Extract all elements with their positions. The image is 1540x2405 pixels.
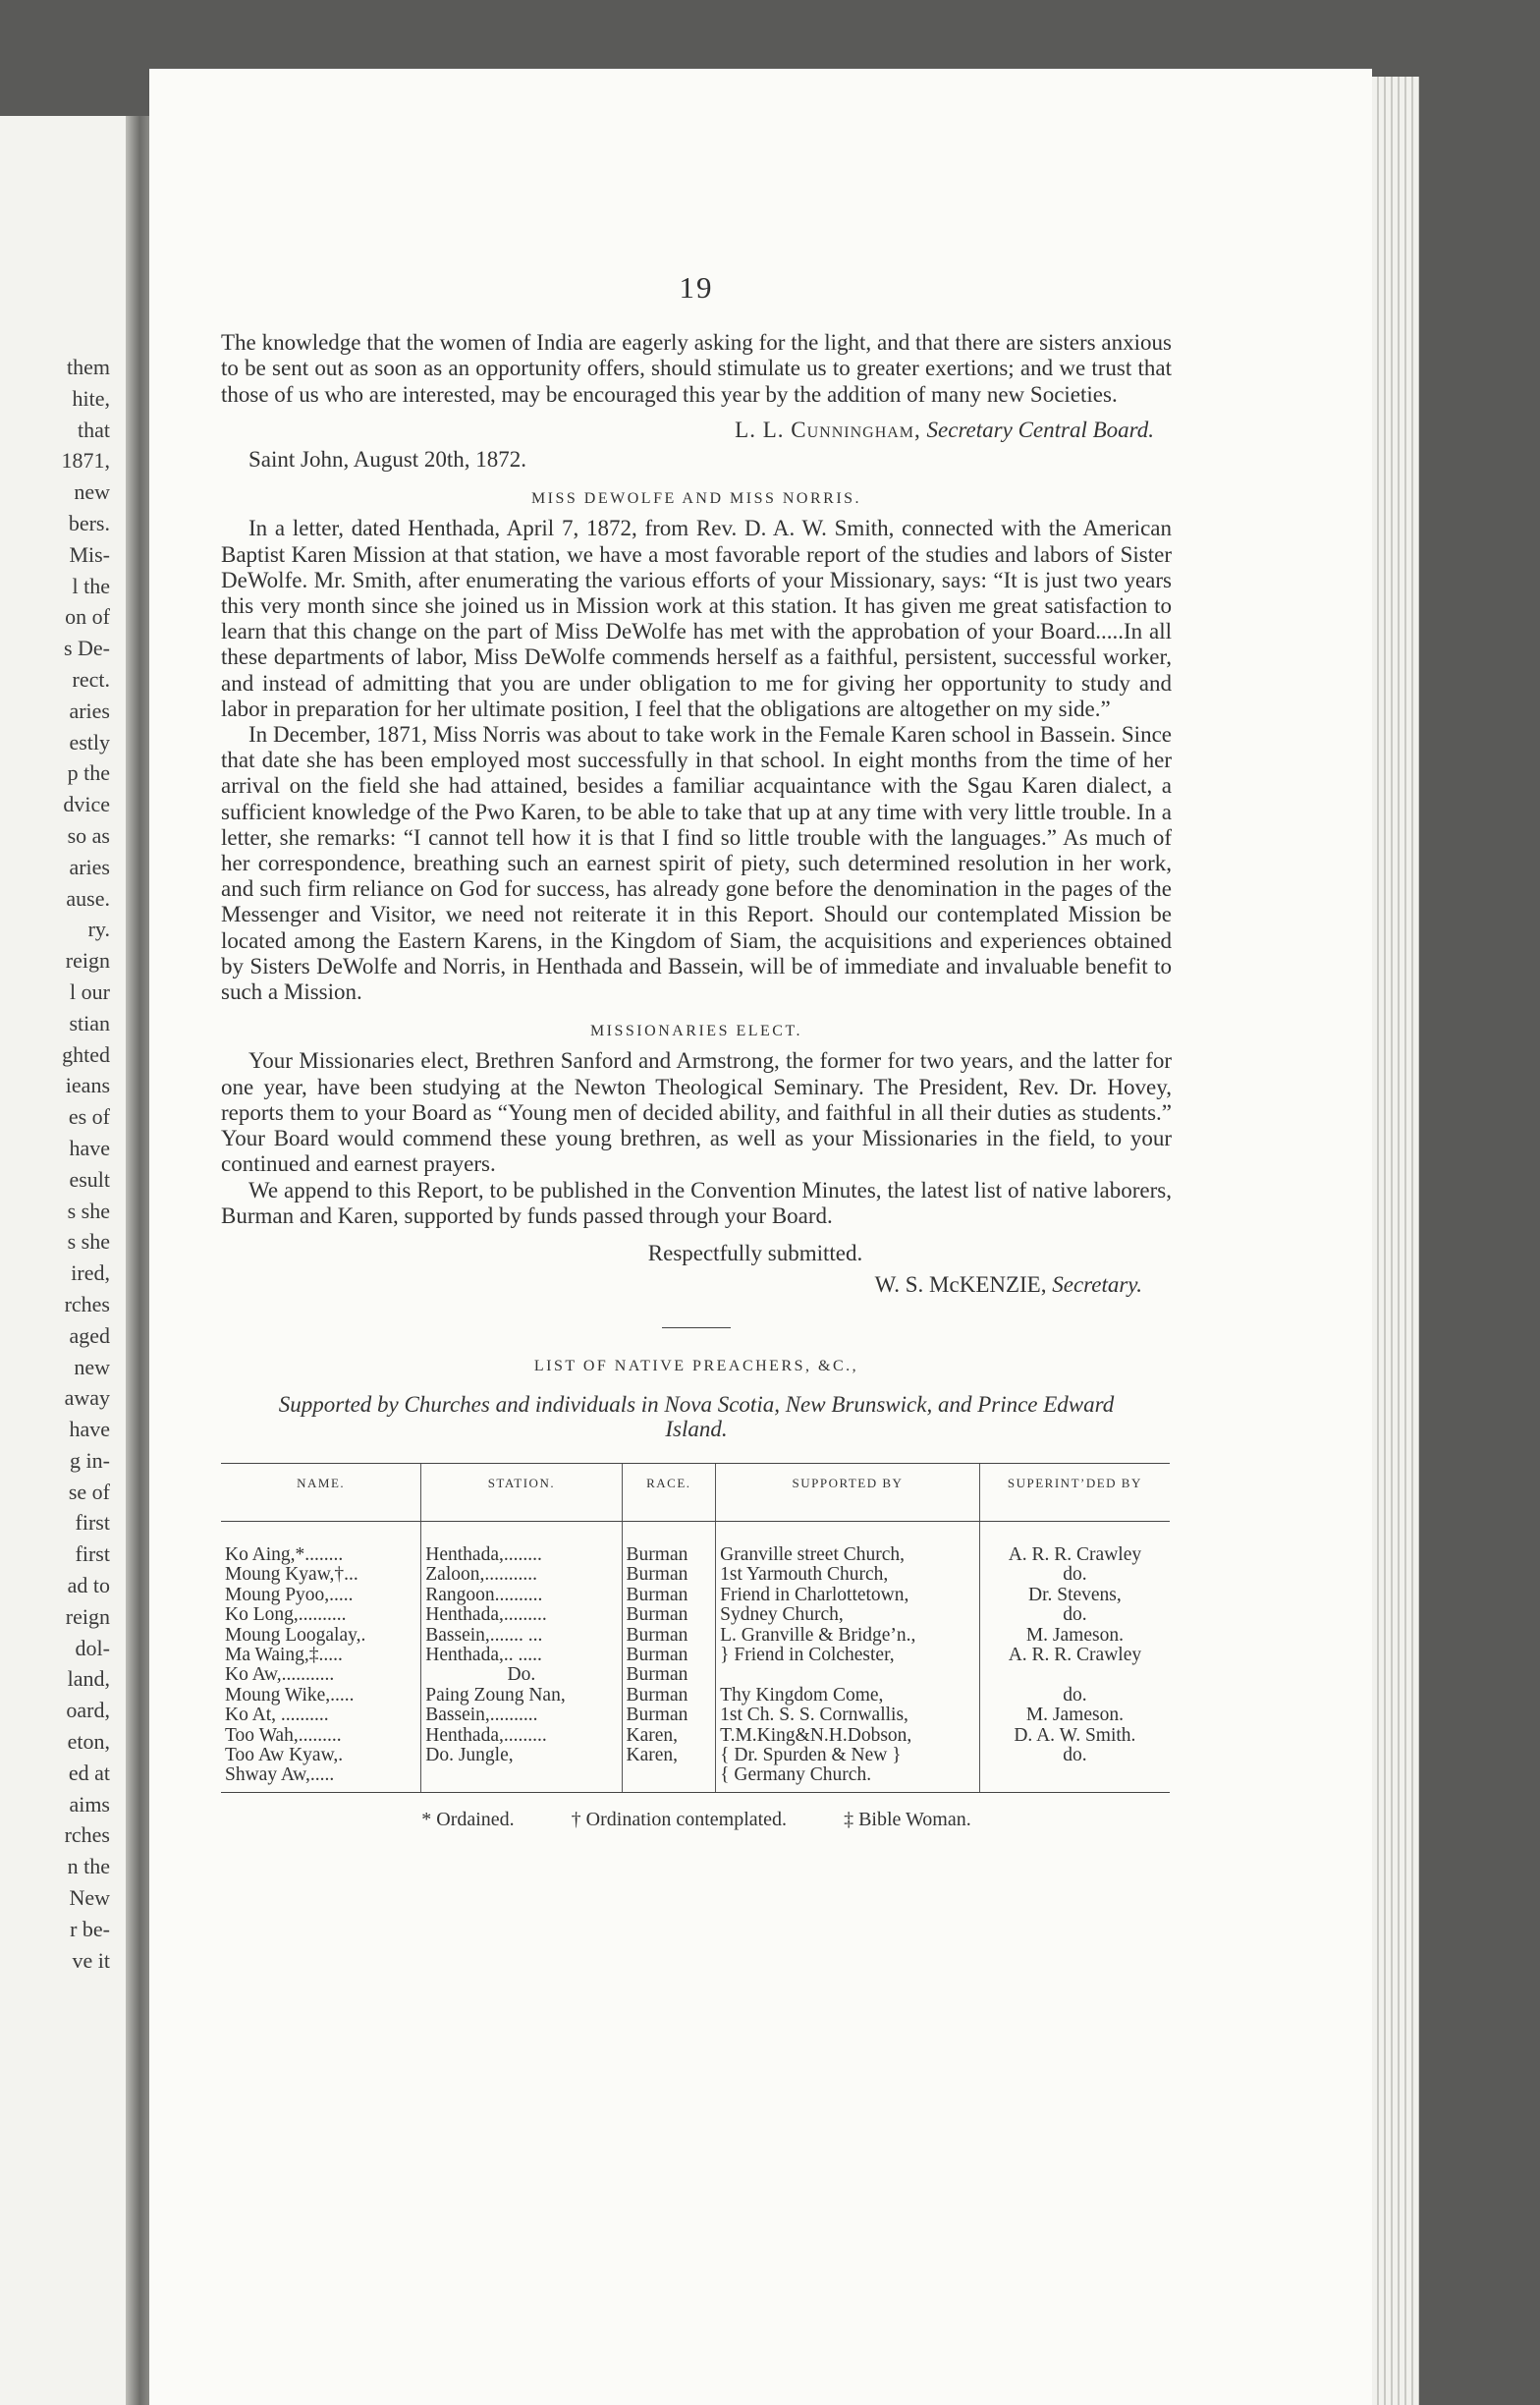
cell-race: Burman bbox=[622, 1646, 716, 1665]
cell-supported-by: } Friend in Colchester, bbox=[716, 1646, 980, 1665]
left-margin-line: dvice bbox=[63, 792, 110, 817]
footnote-ordination: † Ordination contemplated. bbox=[571, 1808, 788, 1830]
cell-name: Ma Waing,‡..... bbox=[225, 1644, 343, 1665]
left-margin-line: first bbox=[75, 1510, 110, 1536]
left-margin-line: es of bbox=[68, 1104, 110, 1130]
table-row bbox=[221, 1626, 1170, 1646]
table-row bbox=[221, 1586, 1170, 1605]
cell-name: Moung Pyoo,..... bbox=[225, 1584, 354, 1605]
left-margin-line: r be- bbox=[70, 1916, 110, 1941]
cell-station: Henthada,......... bbox=[421, 1605, 622, 1625]
table-row bbox=[221, 1746, 1170, 1765]
signature-name: W. S. McKENZIE, bbox=[874, 1272, 1047, 1298]
left-margin-line: oard, bbox=[66, 1698, 110, 1723]
left-margin-line: s De- bbox=[63, 636, 110, 661]
cell-name: Ko Long,.......... bbox=[225, 1604, 347, 1626]
left-margin-line: aged bbox=[69, 1322, 110, 1348]
cell-station bbox=[421, 1765, 622, 1792]
cell-race: Burman bbox=[622, 1605, 716, 1625]
table-header-row bbox=[221, 1463, 1170, 1521]
table-row bbox=[221, 1646, 1170, 1665]
cell-superintended-by: D. A. W. Smith. bbox=[979, 1726, 1170, 1746]
cell-supported-by: Sydney Church, bbox=[716, 1605, 980, 1625]
cell-station: Henthada,........ bbox=[421, 1521, 622, 1565]
left-margin-line: ry. bbox=[87, 917, 110, 942]
left-margin-line: estly bbox=[69, 729, 110, 755]
signature-title: Secretary Central Board. bbox=[926, 417, 1154, 442]
table-row bbox=[221, 1726, 1170, 1746]
paragraph-append: We append to this Report, to be published in the Convention Minutes, the latest list of native laborers, Burman and Karen, supported by funds passed through your Board. bbox=[221, 1177, 1172, 1228]
page-content bbox=[221, 270, 1172, 1832]
header-station: STATION. bbox=[421, 1463, 622, 1521]
cell-station: Henthada,.. ..... bbox=[421, 1646, 622, 1665]
left-margin-line: reign bbox=[65, 948, 110, 974]
left-margin-line: 1871, bbox=[61, 448, 110, 474]
left-margin-line: aries bbox=[69, 854, 110, 879]
cell-race: Burman bbox=[622, 1521, 716, 1565]
table-row bbox=[221, 1706, 1170, 1725]
left-margin-line: New bbox=[69, 1885, 110, 1911]
table-row bbox=[221, 1665, 1170, 1685]
cell-name: Moung Wike,..... bbox=[225, 1684, 355, 1706]
cell-race: Karen, bbox=[622, 1726, 716, 1746]
cell-race: Burman bbox=[622, 1586, 716, 1605]
paragraph-knowledge: The knowledge that the women of India are eagerly asking for the light, and that there are sisters anxious to be sent out as soon as an opportunity offers, should stimulate us to greater exertions; and we trust that those of us who are interested, may be encouraged this year by the addition of many new Societies. bbox=[221, 330, 1172, 407]
heading-dewolfe-norris: MISS DEWOLFE AND MISS NORRIS. bbox=[530, 490, 862, 508]
list-subtitle: Supported by Churches and individuals in Nova Scotia, New Brunswick, and Prince Edward Island. bbox=[278, 1391, 1115, 1441]
left-margin-line: hite, bbox=[72, 385, 110, 411]
left-margin-line: rches bbox=[64, 1291, 110, 1316]
left-margin-line: eton, bbox=[67, 1729, 110, 1755]
left-margin-line: ghted bbox=[62, 1041, 110, 1067]
cell-name: Moung Loogalay,. bbox=[225, 1624, 366, 1646]
cell-name: Too Wah,......... bbox=[225, 1724, 342, 1746]
cell-supported-by: L. Granville & Bridge’n., bbox=[716, 1626, 980, 1646]
cell-supported-by bbox=[716, 1665, 980, 1685]
left-margin-line: Mis- bbox=[69, 541, 110, 567]
left-margin-line: rches bbox=[64, 1822, 110, 1848]
cell-superintended-by: A. R. R. Crawley bbox=[979, 1521, 1170, 1565]
left-margin-line: stian bbox=[69, 1010, 110, 1035]
section-divider bbox=[662, 1327, 731, 1328]
cell-name: Ko At, .......... bbox=[225, 1705, 329, 1726]
cell-name: Moung Kyaw,†... bbox=[225, 1564, 358, 1586]
left-page bbox=[0, 116, 126, 2405]
left-margin-line: first bbox=[75, 1541, 110, 1567]
left-margin-line: esult bbox=[69, 1166, 110, 1192]
left-margin-line: aims bbox=[69, 1791, 110, 1817]
cell-station: Zaloon,........... bbox=[421, 1565, 622, 1585]
left-margin-line: so as bbox=[67, 822, 110, 848]
left-margin-line: ad to bbox=[67, 1573, 110, 1598]
header-name: NAME. bbox=[221, 1463, 421, 1521]
header-race: RACE. bbox=[622, 1463, 716, 1521]
table-row bbox=[221, 1765, 1170, 1792]
signature-title: Secretary. bbox=[1052, 1272, 1142, 1298]
cell-superintended-by: do. bbox=[979, 1746, 1170, 1765]
cell-superintended-by: do. bbox=[979, 1605, 1170, 1625]
cell-superintended-by bbox=[979, 1665, 1170, 1685]
cell-superintended-by bbox=[979, 1765, 1170, 1792]
cell-race: Burman bbox=[622, 1706, 716, 1725]
table-row bbox=[221, 1605, 1170, 1625]
left-margin-line: s she bbox=[67, 1198, 110, 1223]
cell-race: Burman bbox=[622, 1686, 716, 1706]
left-margin-line: aries bbox=[69, 698, 110, 723]
cell-race: Burman bbox=[622, 1626, 716, 1646]
list-title: LIST OF NATIVE PREACHERS, &C., bbox=[533, 1358, 859, 1375]
heading-missionaries-elect: MISSIONARIES ELECT. bbox=[589, 1023, 803, 1040]
left-page-margin-text bbox=[0, 352, 110, 1976]
cell-race: Burman bbox=[622, 1665, 716, 1685]
left-margin-line: new bbox=[74, 1354, 110, 1379]
left-margin-line: reign bbox=[65, 1603, 110, 1629]
cell-station: Henthada,......... bbox=[421, 1726, 622, 1746]
left-margin-line: l the bbox=[72, 573, 110, 598]
left-margin-line: n the bbox=[67, 1854, 110, 1879]
cell-supported-by: Thy Kingdom Come, bbox=[716, 1686, 980, 1706]
signature-cunningham bbox=[221, 418, 1154, 443]
left-margin-line: ieans bbox=[65, 1073, 110, 1098]
left-margin-line: away bbox=[64, 1385, 110, 1411]
cell-race: Burman bbox=[622, 1565, 716, 1585]
header-superintended-by: SUPERINT’DED BY bbox=[979, 1463, 1170, 1521]
table-body bbox=[221, 1521, 1170, 1792]
table-row bbox=[221, 1565, 1170, 1585]
left-margin-line: rect. bbox=[72, 666, 110, 692]
left-margin-line: that bbox=[78, 417, 110, 442]
left-margin-line: ed at bbox=[68, 1760, 110, 1785]
cell-supported-by: 1st Ch. S. S. Cornwallis, bbox=[716, 1706, 980, 1725]
signature-name: L. L. Cunningham, bbox=[735, 417, 921, 442]
cell-superintended-by: Dr. Stevens, bbox=[979, 1586, 1170, 1605]
left-margin-line: have bbox=[69, 1417, 110, 1442]
left-margin-line: g in- bbox=[70, 1447, 110, 1473]
closing-line: Respectfully submitted. bbox=[647, 1240, 863, 1265]
paragraph-dewolfe: In a letter, dated Henthada, April 7, 1872, from Rev. D. A. W. Smith, connected with the American Baptist Karen Mission at that station, we have a most favorable report of the studies and labors of Sister DeWolfe. Mr. Smith, after enumerating the various efforts of your Missionary, says: “It is just two years this very month since she joined us in Mission work at this station. It has given me great satisfaction to learn that this change on the part of Miss DeWolfe has met with the approbation of your Board.....In all these departments of labor, Miss DeWolfe commends herself as a faithful, persistent, successful worker, and instead of admitting that you are under obligation to me for giving her opportunity to study and labor in preparation for her ultimate position, I feel that the obligations are altogether on my side.” bbox=[221, 516, 1172, 721]
paragraph-norris: In December, 1871, Miss Norris was about to take work in the Female Karen school in Bassein. Since that date she has been employed most successfully in that school. In eight months from the time of her arrival on the field she had attained, besides a familiar acquaintance with the Sgau Karen dialect, a sufficient knowledge of the Pwo Karen, to be able to take that up at any time with very little trouble. In a letter, she remarks: “I cannot tell how it is that I find so little trouble with the languages.” As much of her correspondence, breathing such an earnest spirit of piety, such determined resolution in her work, and such firm reliance on God for success, has already gone before the denomination in the pages of the Messenger and Visitor, we need not reiterate it in this Report. Should our contemplated Mission be located among the Eastern Karens, in the Kingdom of Siam, the acquisitions and experiences obtained by Sisters DeWolfe and Norris, in Henthada and Bassein, will be of immediate and invaluable benefit to such a Mission. bbox=[221, 722, 1172, 1005]
left-margin-line: s she bbox=[67, 1229, 110, 1255]
page-number: 19 bbox=[679, 270, 714, 305]
left-margin-line: ired, bbox=[71, 1260, 110, 1286]
cell-supported-by: { Germany Church. bbox=[716, 1765, 980, 1792]
page-edges bbox=[1372, 77, 1419, 2405]
left-margin-line: bers. bbox=[68, 510, 110, 535]
dateline: Saint John, August 20th, 1872. bbox=[248, 447, 527, 473]
cell-station: Bassein,....... ... bbox=[421, 1626, 622, 1646]
table-row bbox=[221, 1686, 1170, 1706]
cell-station: Paing Zoung Nan, bbox=[421, 1686, 622, 1706]
left-margin-line: dol- bbox=[75, 1635, 110, 1660]
cell-station: Rangoon.......... bbox=[421, 1586, 622, 1605]
footnotes bbox=[221, 1807, 1172, 1832]
cell-supported-by: { Dr. Spurden & New } bbox=[716, 1746, 980, 1765]
cell-station: Do. Jungle, bbox=[421, 1746, 622, 1765]
native-preachers-table bbox=[221, 1463, 1170, 1793]
left-margin-line: ve it bbox=[72, 1947, 110, 1973]
cell-superintended-by: do. bbox=[979, 1565, 1170, 1585]
left-margin-line: new bbox=[74, 479, 110, 505]
book-gutter bbox=[126, 116, 149, 2405]
cell-name: Too Aw Kyaw,. bbox=[225, 1744, 344, 1765]
left-margin-line: l our bbox=[70, 979, 110, 1004]
footnote-bible-woman: ‡ Bible Woman. bbox=[844, 1808, 971, 1830]
table-row bbox=[221, 1521, 1170, 1565]
left-margin-line: on of bbox=[65, 604, 110, 630]
cell-supported-by: Granville street Church, bbox=[716, 1521, 980, 1565]
cell-superintended-by: M. Jameson. bbox=[979, 1626, 1170, 1646]
cell-supported-by: T.M.King&N.H.Dobson, bbox=[716, 1726, 980, 1746]
footnote-ordained: * Ordained. bbox=[421, 1808, 515, 1830]
cell-race: Karen, bbox=[622, 1746, 716, 1765]
cell-station: Bassein,.......... bbox=[421, 1706, 622, 1725]
cell-superintended-by: A. R. R. Crawley bbox=[979, 1646, 1170, 1665]
signature-mckenzie bbox=[221, 1272, 1142, 1298]
cell-superintended-by: M. Jameson. bbox=[979, 1706, 1170, 1725]
header-supported-by: SUPPORTED BY bbox=[716, 1463, 980, 1521]
cell-name: Ko Aing,*........ bbox=[225, 1543, 344, 1565]
cell-station: Do. bbox=[421, 1665, 622, 1685]
cell-name: Ko Aw,........... bbox=[225, 1664, 335, 1686]
paragraph-missionaries-elect: Your Missionaries elect, Brethren Sanford and Armstrong, the former for two years, and the latter for one year, have been studying at the Newton Theological Seminary. The President, Rev. Dr. Hovey, reports them to your Board as “Young men of decided ability, and faithful in all their duties as students.” Your Board would commend these young brethren, as well as your Missionaries in the field, to your continued and earnest prayers. bbox=[221, 1048, 1172, 1177]
cell-supported-by: 1st Yarmouth Church, bbox=[716, 1565, 980, 1585]
left-margin-line: land, bbox=[67, 1666, 110, 1692]
left-margin-line: have bbox=[69, 1135, 110, 1160]
cell-superintended-by: do. bbox=[979, 1686, 1170, 1706]
left-margin-line: p the bbox=[67, 760, 110, 786]
left-margin-line: se of bbox=[68, 1479, 110, 1504]
cell-name: Shway Aw,..... bbox=[221, 1765, 421, 1792]
left-margin-line: them bbox=[67, 355, 110, 379]
cell-race bbox=[622, 1765, 716, 1792]
left-margin-line: ause. bbox=[66, 885, 110, 911]
cell-supported-by: Friend in Charlottetown, bbox=[716, 1586, 980, 1605]
